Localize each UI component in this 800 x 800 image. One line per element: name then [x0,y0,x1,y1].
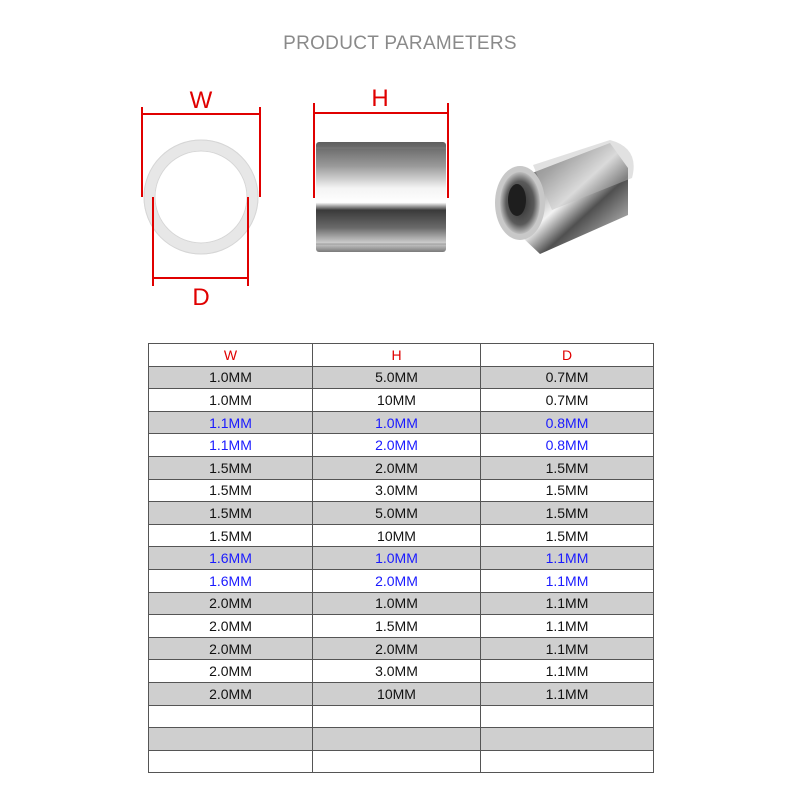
cell-w: 1.5MM [149,502,313,525]
table-row [149,637,654,660]
cell-h: 1.5MM [313,615,481,638]
cell-h: 2.0MM [313,434,481,457]
table-row [149,547,654,570]
height-label: H [371,85,389,112]
table-row [149,615,654,638]
cell-w: 1.6MM [149,569,313,592]
cell-h: 2.0MM [313,456,481,479]
table-row [149,502,654,525]
width-dimension [142,107,260,197]
table-row [149,728,654,751]
cell-h: 3.0MM [313,479,481,502]
cell-w: 2.0MM [149,660,313,683]
dimension-diagram [0,0,800,330]
table-row [149,682,654,705]
table-row [149,389,654,412]
cell-d: 1.1MM [481,547,654,570]
cell-h: 1.0MM [313,592,481,615]
cell-d: 1.1MM [481,592,654,615]
header-d: D [481,344,654,367]
tube-3d-view [495,140,634,254]
parameters-table [148,343,654,773]
cell-w: 1.1MM [149,434,313,457]
cell-d [481,728,654,751]
cell-h: 10MM [313,389,481,412]
cell-d: 0.7MM [481,366,654,389]
cell-w: 2.0MM [149,682,313,705]
cell-d: 0.7MM [481,389,654,412]
cell-h: 5.0MM [313,366,481,389]
table-row [149,479,654,502]
table-row [149,750,654,773]
ring-top-view [144,140,258,254]
table-row [149,592,654,615]
cell-h: 5.0MM [313,502,481,525]
width-label: W [189,87,213,114]
cell-w: 1.1MM [149,411,313,434]
cell-h: 1.0MM [313,547,481,570]
cell-d: 1.5MM [481,524,654,547]
cell-w: 1.5MM [149,456,313,479]
tube-side-view [316,142,446,252]
cell-d: 1.1MM [481,682,654,705]
cell-w [149,728,313,751]
cell-d: 0.8MM [481,411,654,434]
cell-h: 10MM [313,524,481,547]
cell-h: 10MM [313,682,481,705]
cell-w: 2.0MM [149,592,313,615]
cell-d: 1.1MM [481,615,654,638]
cell-w: 1.5MM [149,479,313,502]
table-row [149,569,654,592]
table-row [149,524,654,547]
cell-d: 1.5MM [481,479,654,502]
table-row [149,705,654,728]
table-row [149,411,654,434]
header-h: H [313,344,481,367]
cell-w: 2.0MM [149,637,313,660]
cell-w: 1.6MM [149,547,313,570]
table-row [149,456,654,479]
table-body [149,366,654,773]
inner-diameter-label: D [192,284,210,311]
cell-h: 2.0MM [313,637,481,660]
cell-w: 2.0MM [149,615,313,638]
cell-d: 1.1MM [481,660,654,683]
table-header-row [149,344,654,367]
cell-d: 1.1MM [481,569,654,592]
page-title: PRODUCT PARAMETERS [283,33,517,54]
cell-h: 1.0MM [313,411,481,434]
cell-d: 0.8MM [481,434,654,457]
table-row [149,660,654,683]
header-w: W [149,344,313,367]
cell-w: 1.0MM [149,389,313,412]
cell-d: 1.5MM [481,456,654,479]
cell-w [149,705,313,728]
cell-d [481,705,654,728]
cell-h [313,750,481,773]
cell-h [313,728,481,751]
cell-w: 1.0MM [149,366,313,389]
cell-h: 3.0MM [313,660,481,683]
cell-h [313,705,481,728]
cell-w [149,750,313,773]
cell-d [481,750,654,773]
cell-d: 1.1MM [481,637,654,660]
cell-w: 1.5MM [149,524,313,547]
cell-h: 2.0MM [313,569,481,592]
table-row [149,434,654,457]
cell-d: 1.5MM [481,502,654,525]
table-row [149,366,654,389]
